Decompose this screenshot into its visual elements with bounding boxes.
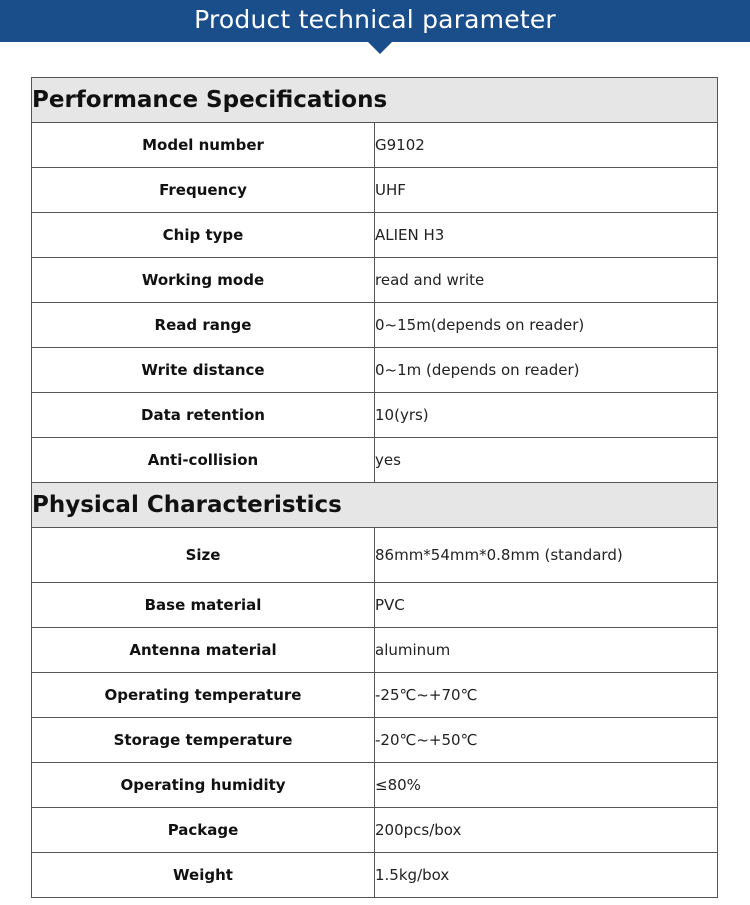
spec-value: -20℃~+50℃ [375,718,718,763]
spec-value: yes [375,438,718,483]
banner-title: Product technical parameter [194,5,556,34]
spec-label: Model number [32,123,375,168]
banner-arrow-icon [367,41,393,54]
spec-value: aluminum [375,628,718,673]
table-row [32,168,718,213]
section-title-physical: Physical Characteristics [32,483,718,528]
spec-value: ≤80% [375,763,718,808]
section-header [32,483,718,528]
spec-value: -25℃~+70℃ [375,673,718,718]
spec-value: UHF [375,168,718,213]
table-row [32,528,718,583]
spec-value: 0~15m(depends on reader) [375,303,718,348]
spec-label: Chip type [32,213,375,258]
table-row [32,673,718,718]
spec-label: Size [32,528,375,583]
table-row [32,213,718,258]
spec-label: Data retention [32,393,375,438]
spec-label: Operating humidity [32,763,375,808]
spec-value: 1.5kg/box [375,853,718,898]
spec-label: Anti-collision [32,438,375,483]
spec-label: Frequency [32,168,375,213]
table-row [32,808,718,853]
spec-value: ALIEN H3 [375,213,718,258]
table-row [32,763,718,808]
spec-label: Package [32,808,375,853]
table-row [32,718,718,763]
table-row [32,303,718,348]
spec-label: Base material [32,583,375,628]
table-row [32,583,718,628]
spec-table [31,77,718,898]
spec-value: G9102 [375,123,718,168]
table-row [32,258,718,303]
spec-label: Working mode [32,258,375,303]
spec-value: 10(yrs) [375,393,718,438]
table-row [32,438,718,483]
spec-value: 200pcs/box [375,808,718,853]
spec-value: read and write [375,258,718,303]
section-header [32,78,718,123]
spec-value: PVC [375,583,718,628]
table-row [32,123,718,168]
table-row [32,393,718,438]
table-row [32,348,718,393]
spec-label: Operating temperature [32,673,375,718]
table-row [32,853,718,898]
table-row [32,628,718,673]
spec-value: 86mm*54mm*0.8mm (standard) [375,528,718,583]
spec-label: Storage temperature [32,718,375,763]
spec-value: 0~1m (depends on reader) [375,348,718,393]
spec-label: Write distance [32,348,375,393]
section-title-performance: Performance Specifications [32,78,718,123]
spec-label: Weight [32,853,375,898]
spec-label: Antenna material [32,628,375,673]
spec-label: Read range [32,303,375,348]
